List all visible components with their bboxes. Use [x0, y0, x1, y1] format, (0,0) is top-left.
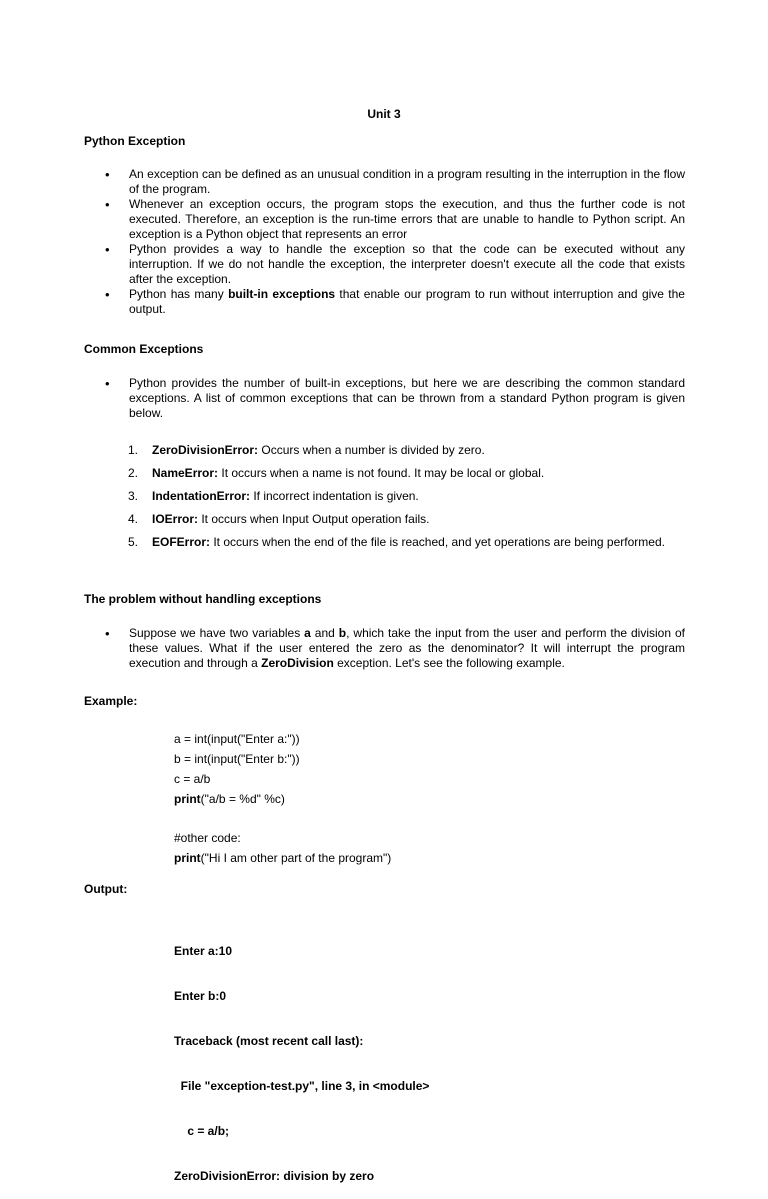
bold-text: b: [338, 626, 347, 640]
problem-description: [105, 626, 685, 671]
list-item: • Python provides a way to handle the exception so that the code can be executed without any interruption. If we do not handle the exception, the interpreter doesn't execute all the code that exists after the exception.: [105, 242, 685, 287]
text: and: [310, 626, 339, 640]
item-number: 4.: [128, 512, 139, 526]
text: Python has many: [129, 287, 229, 301]
exception-name: EOFError:: [152, 535, 211, 549]
text: Suppose we have two variables: [129, 626, 305, 640]
list-item: [105, 626, 685, 671]
text: that enable our program to run without interruption and give the output.: [129, 287, 685, 316]
blank-line: [174, 809, 391, 828]
list-item: • Whenever an exception occurs, the program stops the execution, and thus the further code is not executed. Therefore, an exception is the run-time errors that are unable to handle to Python script. An exception is a Python object that represents an error: [105, 197, 685, 242]
item-number: 1.: [128, 443, 139, 457]
code-text: ("Hi I am other part of the program"): [200, 851, 392, 865]
exception-desc: It occurs when the end of the file is reached, and yet operations are being performed.: [210, 535, 665, 549]
code-line: [174, 789, 391, 809]
exception-desc: It occurs when a name is not found. It may be local or global.: [218, 466, 545, 480]
text: exception. Let's see the following example.: [333, 656, 565, 670]
output-line: c = a/b;: [174, 1124, 230, 1138]
common-exceptions-intro: [105, 376, 685, 421]
numbered-item: [128, 486, 685, 506]
code-line: [174, 848, 391, 868]
list-item: • Python provides the number of built-in exceptions, but here we are describing the common standard exceptions. A list of common exceptions that can be thrown from a standard Python program is given below.: [105, 376, 685, 421]
exception-desc: If incorrect indentation is given.: [250, 489, 419, 503]
common-exceptions-numbered-list: [128, 440, 685, 555]
item-number: 5.: [128, 535, 139, 549]
exception-name: IndentationError:: [152, 489, 250, 503]
numbered-item: [128, 463, 685, 483]
output-line: Enter a:10: [174, 944, 233, 958]
numbered-item: [128, 440, 685, 460]
item-number: 2.: [128, 466, 139, 480]
heading-python-exception: Python Exception: [84, 134, 186, 148]
heading-problem-without-handling: The problem without handling exceptions: [84, 592, 322, 606]
code-line: b = int(input("Enter b:")): [174, 752, 300, 766]
bold-text: built-in exceptions: [228, 287, 336, 301]
list-item: • An exception can be defined as an unusual condition in a program resulting in the interruption in the flow of the program.: [105, 167, 685, 197]
code-text: ("a/b = %d" %c): [200, 792, 285, 806]
output-block: [174, 914, 429, 1199]
heading-output: Output:: [84, 882, 128, 896]
code-line: a = int(input("Enter a:")): [174, 732, 300, 746]
unit-title: Unit 3: [367, 107, 401, 121]
bold-text: a: [304, 626, 311, 640]
example-code: [174, 729, 391, 868]
heading-common-exceptions: Common Exceptions: [84, 342, 204, 356]
numbered-item: [128, 532, 685, 552]
exception-name: NameError:: [152, 466, 219, 480]
heading-example: Example:: [84, 694, 138, 708]
numbered-item: [128, 509, 685, 529]
keyword: print: [174, 792, 201, 806]
python-exception-list: [105, 167, 685, 317]
item-number: 3.: [128, 489, 139, 503]
output-line: File "exception-test.py", line 3, in <module>: [174, 1079, 430, 1093]
output-line: Enter b:0: [174, 989, 227, 1003]
output-line: Traceback (most recent call last):: [174, 1034, 364, 1048]
exception-name: ZeroDivisionError:: [152, 443, 259, 457]
output-line: ZeroDivisionError: division by zero: [174, 1169, 375, 1183]
code-comment: #other code:: [174, 831, 241, 845]
exception-desc: It occurs when Input Output operation fails.: [198, 512, 430, 526]
list-item: [105, 287, 685, 317]
text: , which take the input from the user and perform the division of these values. What if the user entered the zero as the denominator? It will interrupt the program execution and through a: [129, 626, 685, 670]
exception-desc: Occurs when a number is divided by zero.: [258, 443, 485, 457]
bold-text: ZeroDivision: [261, 656, 334, 670]
exception-name: IOError:: [152, 512, 199, 526]
code-line: c = a/b: [174, 772, 211, 786]
keyword: print: [174, 851, 201, 865]
